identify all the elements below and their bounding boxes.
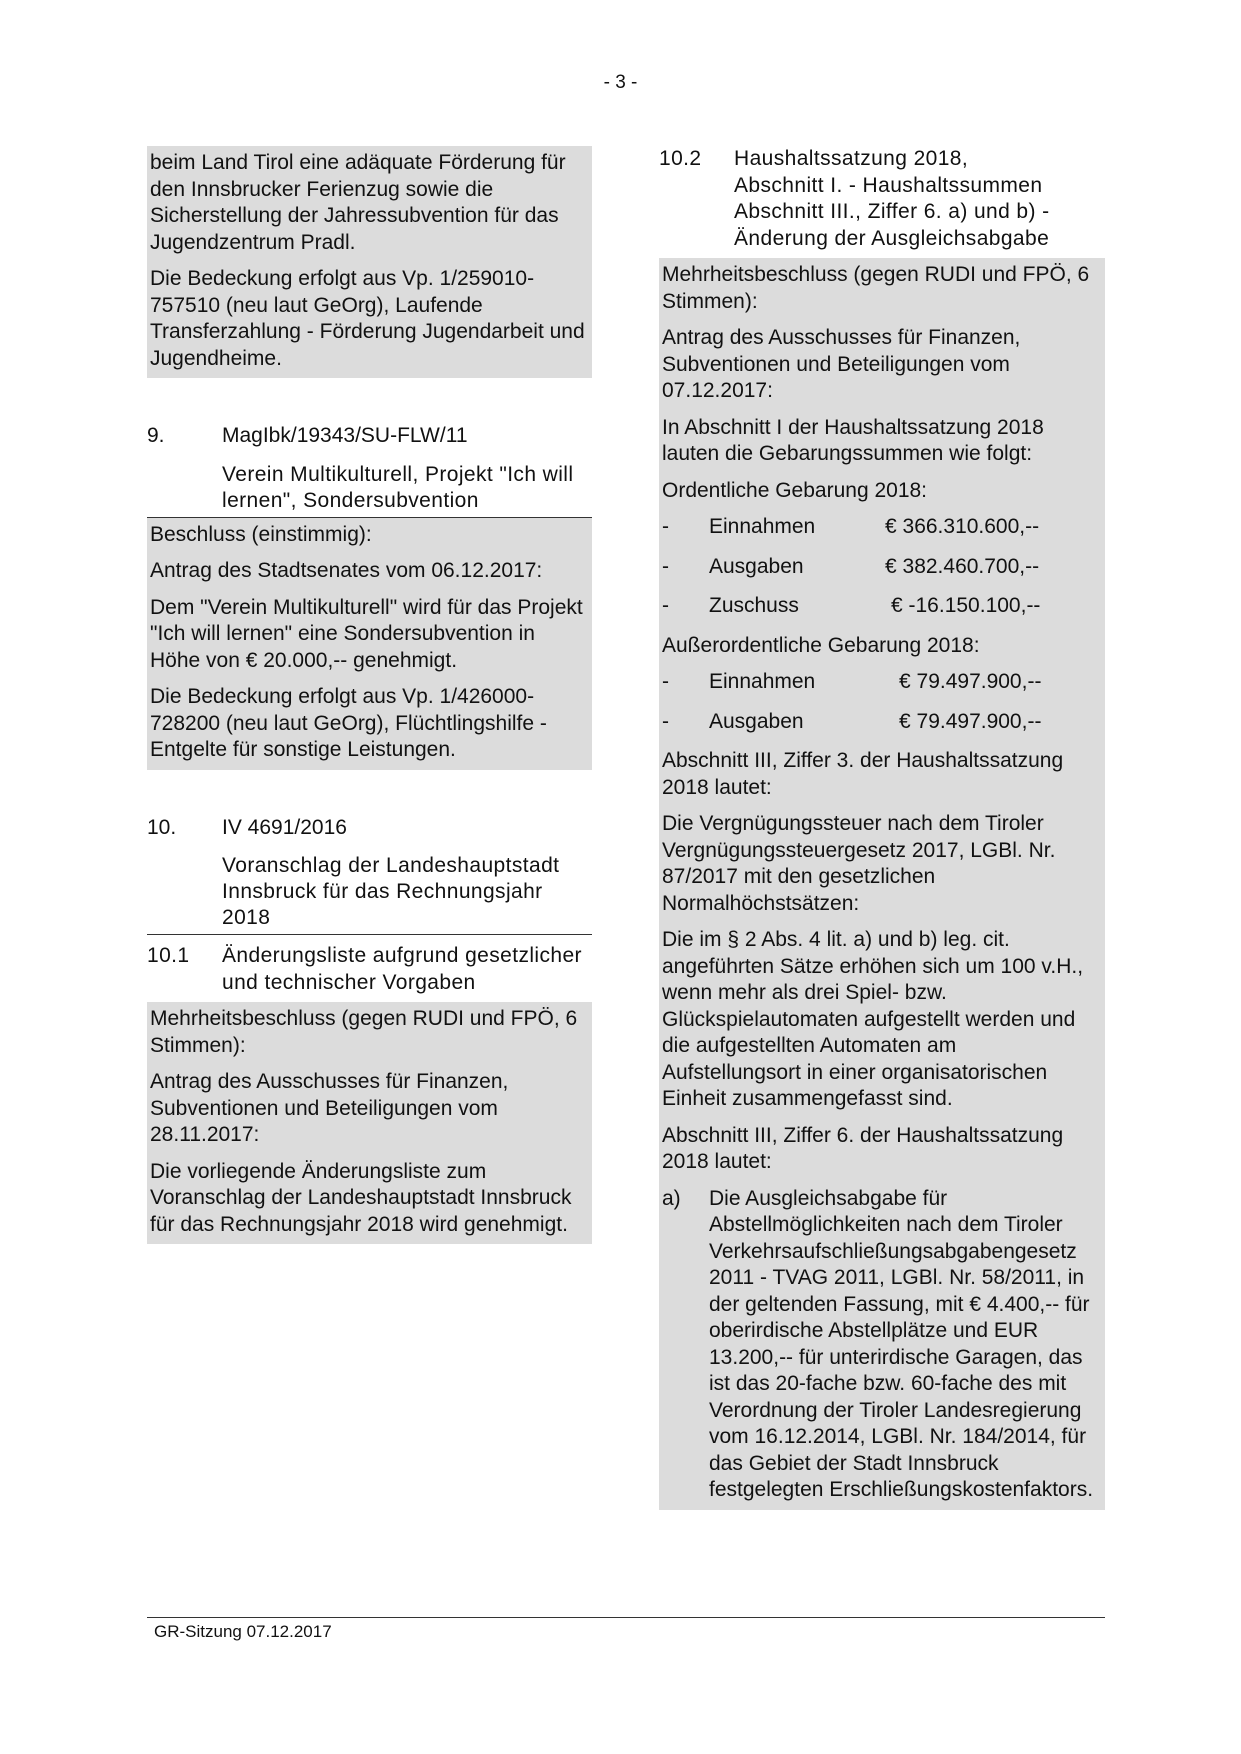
row-label: Einnahmen bbox=[709, 670, 816, 693]
title-line: Haushaltssatzung 2018, bbox=[734, 147, 969, 170]
item-10-title-block bbox=[147, 841, 592, 935]
continuation-text: beim Land Tirol eine adäquate Förderung für den Innsbrucker Ferienzug sowie die Sicherstellung der Jahressubvention für das Jugendzentrum Pradl. bbox=[150, 151, 566, 254]
item-9 bbox=[147, 423, 592, 770]
item-10-2-body bbox=[659, 258, 1105, 1510]
row-amount: € 79.497.900,-- bbox=[899, 670, 1042, 693]
tax-text: Die Vergnügungssteuer nach dem Tiroler Vergnügungssteuergesetz 2017, LGBl. Nr. 87/2017 mit den gesetzlichen Normalhöchstsätzen: bbox=[662, 812, 1056, 915]
continuation-block bbox=[147, 146, 592, 378]
row-dash: - bbox=[662, 515, 669, 538]
row-label: Ausgaben bbox=[709, 554, 804, 578]
row-label: Ausgaben bbox=[709, 709, 804, 733]
row-dash: - bbox=[662, 554, 669, 578]
resolution-text: Dem "Verein Multikulturell" wird für das Projekt "Ich will lernen" eine Sondersubvention in Höhe von € 20.000,-- genehmigt. bbox=[150, 595, 583, 672]
row-amount: € -16.150.100,-- bbox=[891, 594, 1041, 617]
coverage-text: Die Bedeckung erfolgt aus Vp. 1/259010-757510 (neu laut GeOrg), Laufende Transferzahlung - Förderung Jugendarbeit und Jugendheime. bbox=[150, 267, 585, 370]
list-letter: a) bbox=[662, 1186, 681, 1210]
budget-row bbox=[662, 669, 1099, 696]
item-number: 10.1 bbox=[147, 944, 190, 967]
section-intro: Abschnitt III, Ziffer 6. der Haushaltssatzung 2018 lautet: bbox=[662, 1123, 1064, 1173]
left-column bbox=[147, 146, 592, 1244]
item-title: Änderungsliste aufgrund gesetzlicher und technischer Vorgaben bbox=[222, 944, 582, 994]
item-reference: MagIbk/19343/SU-FLW/11 bbox=[222, 424, 468, 447]
row-dash: - bbox=[662, 594, 669, 617]
right-column bbox=[659, 146, 1105, 1510]
item-title: Verein Multikulturell, Projekt "Ich will lernen", Sondersubvention bbox=[222, 462, 574, 512]
decision-text: Mehrheitsbeschluss (gegen RUDI und FPÖ, 6 Stimmen): bbox=[662, 263, 1090, 313]
tax-text: Die im § 2 Abs. 4 lit. a) und b) leg. cit. angeführten Sätze erhöhen sich um 100 v.H., wenn mehr als drei Spiel- bzw. Glückspielautomaten aufgestellt werden und die aufgestellten Automaten am Aufstellungsort in einer organisatorischen Einheit zusammengefasst sind. bbox=[662, 928, 1084, 1110]
title-line: Abschnitt I. - Haushaltssummen bbox=[734, 173, 1043, 197]
item-10-head bbox=[147, 815, 592, 842]
ordinary-budget-title: Ordentliche Gebarung 2018: bbox=[662, 478, 928, 502]
row-label: Einnahmen bbox=[709, 515, 816, 538]
list-item-a bbox=[662, 1186, 1099, 1504]
item-10 bbox=[147, 815, 592, 936]
item-reference: IV 4691/2016 bbox=[222, 815, 347, 839]
row-amount: € 382.460.700,-- bbox=[885, 554, 1040, 578]
row-dash: - bbox=[662, 670, 669, 693]
row-amount: € 79.497.900,-- bbox=[899, 709, 1042, 733]
budget-row bbox=[662, 709, 1099, 736]
item-10-1 bbox=[147, 943, 592, 1244]
item-number: 10. bbox=[147, 815, 177, 839]
title-line: Abschnitt III., Ziffer 6. a) und b) - bbox=[734, 200, 1050, 223]
section-intro: Abschnitt III, Ziffer 3. der Haushaltssatzung 2018 lautet: bbox=[662, 749, 1064, 799]
page-number: - 3 - bbox=[603, 72, 638, 93]
resolution-text: Die vorliegende Änderungsliste zum Voranschlag der Landeshauptstadt Innsbruck für das Rechnungsjahr 2018 wird genehmigt. bbox=[150, 1159, 572, 1236]
footer-text: GR-Sitzung 07.12.2017 bbox=[154, 1622, 332, 1641]
item-10-2-head bbox=[659, 146, 1105, 252]
budget-row bbox=[662, 593, 1099, 620]
item-title: Voranschlag der Landeshauptstadt Innsbruck für das Rechnungsjahr 2018 bbox=[222, 854, 560, 929]
coverage-text: Die Bedeckung erfolgt aus Vp. 1/426000-728200 (neu laut GeOrg), Flüchtlingshilfe - Entgelte für sonstige Leistungen. bbox=[150, 685, 547, 761]
title-line: Änderung der Ausgleichsabgabe bbox=[734, 226, 1050, 250]
item-title bbox=[734, 146, 1050, 252]
decision-text: Mehrheitsbeschluss (gegen RUDI und FPÖ, 6 Stimmen): bbox=[150, 1007, 578, 1057]
item-9-body bbox=[147, 518, 592, 770]
item-number: 9. bbox=[147, 424, 165, 447]
item-10-1-body bbox=[147, 1002, 592, 1244]
intro-text: In Abschnitt I der Haushaltssatzung 2018 lauten die Gebarungssummen wie folgt: bbox=[662, 415, 1044, 465]
row-dash: - bbox=[662, 709, 669, 733]
motion-text: Antrag des Ausschusses für Finanzen, Subventionen und Beteiligungen vom 07.12.2017: bbox=[662, 326, 1021, 402]
item-10-1-head bbox=[147, 943, 592, 996]
row-amount: € 366.310.600,-- bbox=[885, 515, 1040, 538]
item-number: 10.2 bbox=[659, 147, 702, 170]
row-label: Zuschuss bbox=[709, 594, 799, 617]
item-9-head bbox=[147, 423, 592, 450]
footer-divider bbox=[147, 1617, 1105, 1618]
item-9-title-block bbox=[147, 450, 592, 518]
decision-text: Beschluss (einstimmig): bbox=[150, 522, 372, 546]
motion-text: Antrag des Stadtsenates vom 06.12.2017: bbox=[150, 559, 543, 582]
list-text: Die Ausgleichsabgabe für Abstellmöglichkeiten nach dem Tiroler Verkehrsaufschließungsabgabengesetz 2011 - TVAG 2011, LGBl. Nr. 58/2011, in der geltenden Fassung, mit € 4.400,-- für oberirdische Abstellplätze und EUR 13.200,-- für unterirdische Garagen, das ist das 20-fache bzw. 60-fache des mit Verordnung der Tiroler Landesregierung vom 16.12.2014, LGBl. Nr. 184/2014, für das Gebiet der Stadt Innsbruck festgelegten Erschließungskostenfaktors. bbox=[709, 1186, 1094, 1501]
motion-text: Antrag des Ausschusses für Finanzen, Subventionen und Beteiligungen vom 28.11.2017: bbox=[150, 1070, 509, 1146]
budget-row bbox=[662, 514, 1099, 541]
extraordinary-budget-title: Außerordentliche Gebarung 2018: bbox=[662, 633, 980, 657]
budget-row bbox=[662, 554, 1099, 581]
